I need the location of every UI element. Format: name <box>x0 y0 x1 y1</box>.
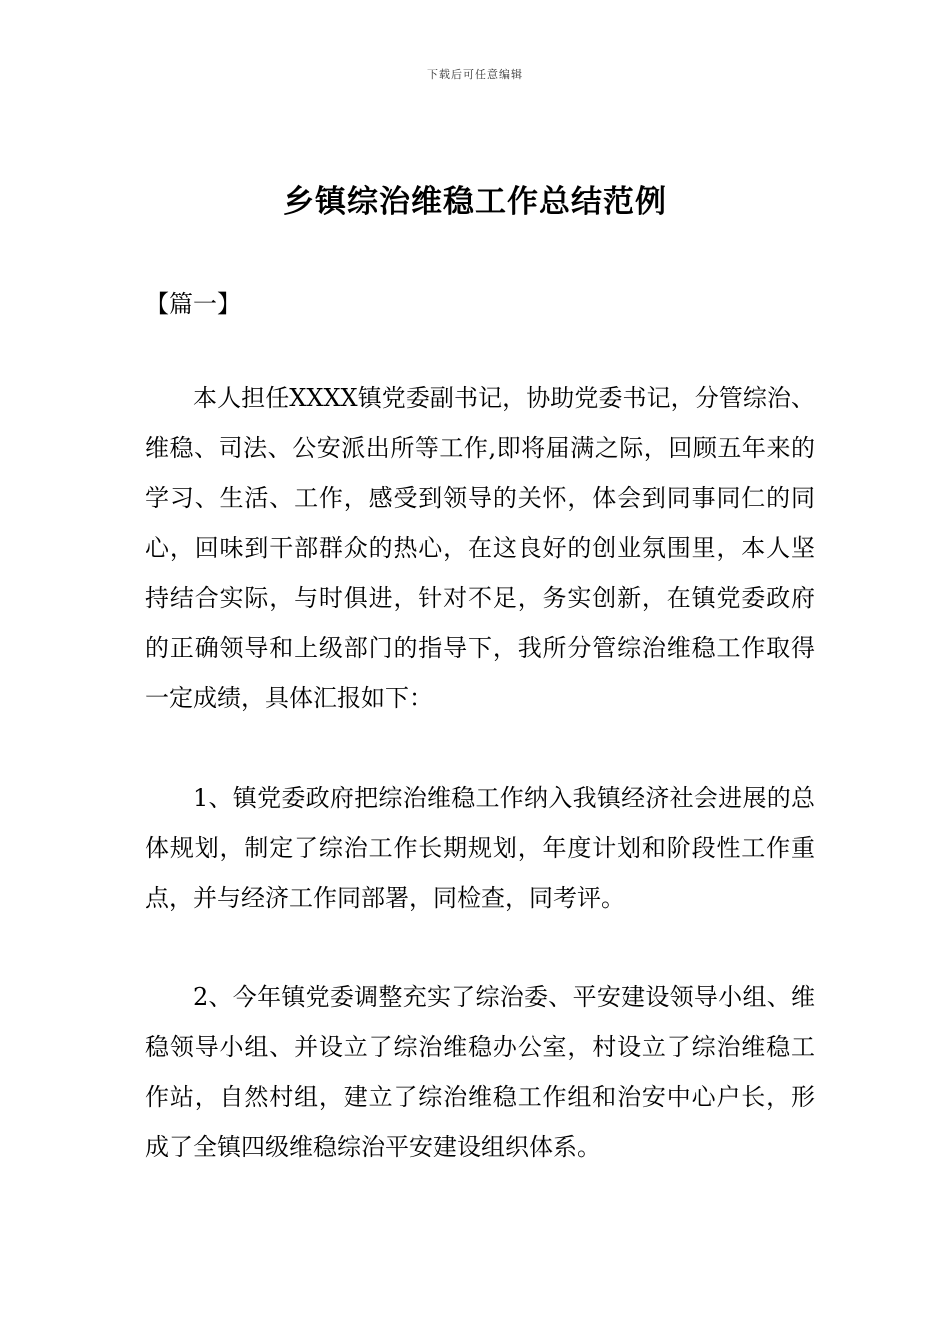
paragraph-item-1: 1、镇党委政府把综治维稳工作纳入我镇经济社会进展的总体规划，制定了综治工作长期规划，年度计划和阶段性工作重点，并与经济工作同部署，同检查，同考评。 <box>145 784 815 912</box>
document-title: 乡镇综治维稳工作总结范例 <box>283 184 667 220</box>
paragraph-intro: 本人担任XXXX镇党委副书记，协助党委书记，分管综治、维稳、司法、公安派出所等工作,即将届满之际，回顾五年来的学习、生活、工作，感受到领导的关怀，体会到同事同仁的同心，回味到干部群众的热心，在这良好的创业氛围里，本人坚持结合实际，与时俱进，针对不足，务实创新，在镇党委政府的正确领导和上级部门的指导下，我所分管综治维稳工作取得一定成绩，具体汇报如下： <box>145 384 815 712</box>
paragraph-item-2: 2、今年镇党委调整充实了综治委、平安建设领导小组、维稳领导小组、并设立了综治维稳办公室，村设立了综治维稳工作站，自然村组，建立了综治维稳工作组和治安中心户长，形成了全镇四级维稳综治平安建设组织体系。 <box>145 983 815 1161</box>
header-note: 下载后可任意编辑 <box>427 68 523 81</box>
section-label: 【篇一】 <box>145 290 241 318</box>
